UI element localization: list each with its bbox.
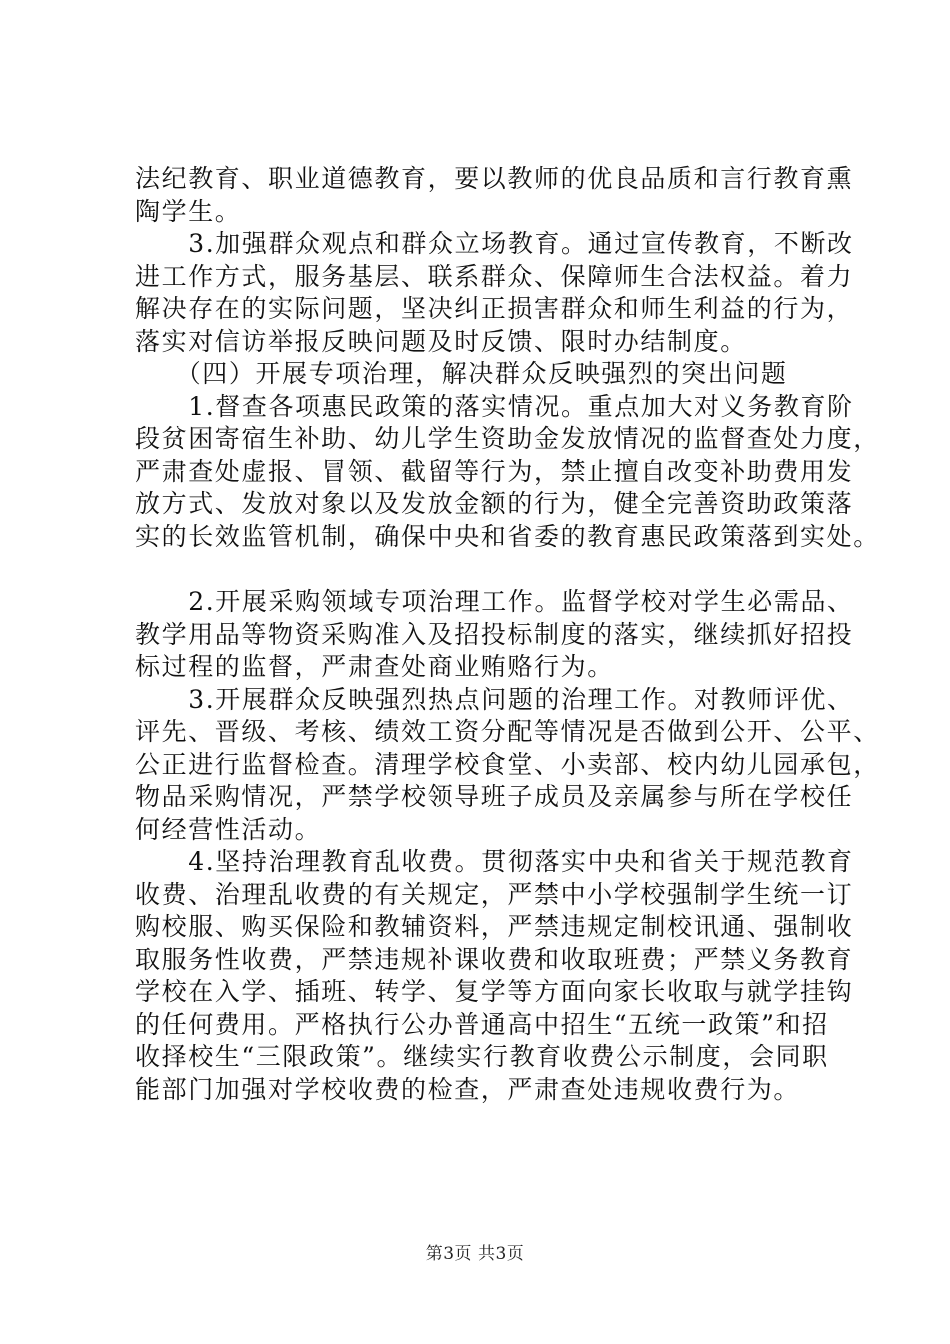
text-line: 取服务性收费，严禁违规补课收费和收取班费；严禁义务教育 bbox=[135, 944, 854, 974]
text-line: 何经营性活动。 bbox=[135, 814, 322, 844]
text-line: 法纪教育、职业道德教育，要以教师的优良品质和言行教育熏 bbox=[135, 164, 854, 193]
text-line: 标过程的监督，严肃查处商业贿赂行为。 bbox=[135, 652, 614, 681]
text-line: 严肃查处虚报、冒领、截留等行为，禁止擅自改变补助费用发 bbox=[135, 456, 854, 486]
text-line: 评先、晋级、考核、绩效工资分配等情况是否做到公开、公平、 bbox=[135, 717, 880, 746]
paragraph-gap bbox=[135, 553, 835, 586]
text-line: 2.开展采购领域专项治理工作。监督学校对学生必需品、 bbox=[135, 587, 854, 616]
text-line: 购校服、购买保险和教辅资料，严禁违规定制校讯通、强制收 bbox=[135, 912, 854, 941]
text-line: 4.坚持治理教育乱收费。贯彻落实中央和省关于规范教育 bbox=[135, 847, 854, 876]
text-line: 能部门加强对学校收费的检查，严肃查处违规收费行为。 bbox=[135, 1074, 801, 1104]
text-line: 放方式、发放对象以及发放金额的行为，健全完善资助政策落 bbox=[135, 489, 854, 518]
text-line: 段贫困寄宿生补助、幼儿学生资助金发放情况的监督查处力度， bbox=[135, 424, 880, 453]
page-footer: 第3页 共3页 bbox=[425, 1244, 525, 1264]
text-line: 教学用品等物资采购准入及招投标制度的落实，继续抓好招投 bbox=[135, 619, 854, 649]
text-line: 收费、治理乱收费的有关规定，严禁中小学校强制学生统一订 bbox=[135, 879, 854, 909]
text-line: 解决存在的实际问题，坚决纠正损害群众和师生利益的行为， bbox=[135, 294, 854, 323]
text-line: 1.督查各项惠民政策的落实情况。重点加大对义务教育阶 bbox=[135, 391, 854, 421]
text-line: 学校在入学、插班、转学、复学等方面向家长收取与就学挂钩 bbox=[135, 977, 854, 1006]
text-line: 陶学生。 bbox=[135, 196, 242, 226]
text-line: 收择校生“三限政策”。继续实行教育收费公示制度，会同职 bbox=[135, 1042, 829, 1071]
text-line: 3.开展群众反映强烈热点问题的治理工作。对教师评优、 bbox=[135, 684, 854, 714]
text-line: 3.加强群众观点和群众立场教育。通过宣传教育，不断改 bbox=[135, 229, 854, 258]
section-heading: （四）开展专项治理，解决群众反映强烈的突出问题 bbox=[135, 359, 788, 388]
text-line: 的任何费用。严格执行公办普通高中招生“五统一政策”和招 bbox=[135, 1009, 829, 1039]
text-line: 落实对信访举报反映问题及时反馈、限时办结制度。 bbox=[135, 326, 747, 356]
text-line: 物品采购情况，严禁学校领导班子成员及亲属参与所在学校任 bbox=[135, 782, 854, 811]
text-line: 实的长效监管机制，确保中央和省委的教育惠民政策落到实处。 bbox=[135, 521, 880, 551]
text-line: 进工作方式，服务基层、联系群众、保障师生合法权益。着力 bbox=[135, 261, 854, 291]
text-line: 公正进行监督检查。清理学校食堂、小卖部、校内幼儿园承包， bbox=[135, 749, 880, 779]
document-body bbox=[135, 163, 880, 1106]
